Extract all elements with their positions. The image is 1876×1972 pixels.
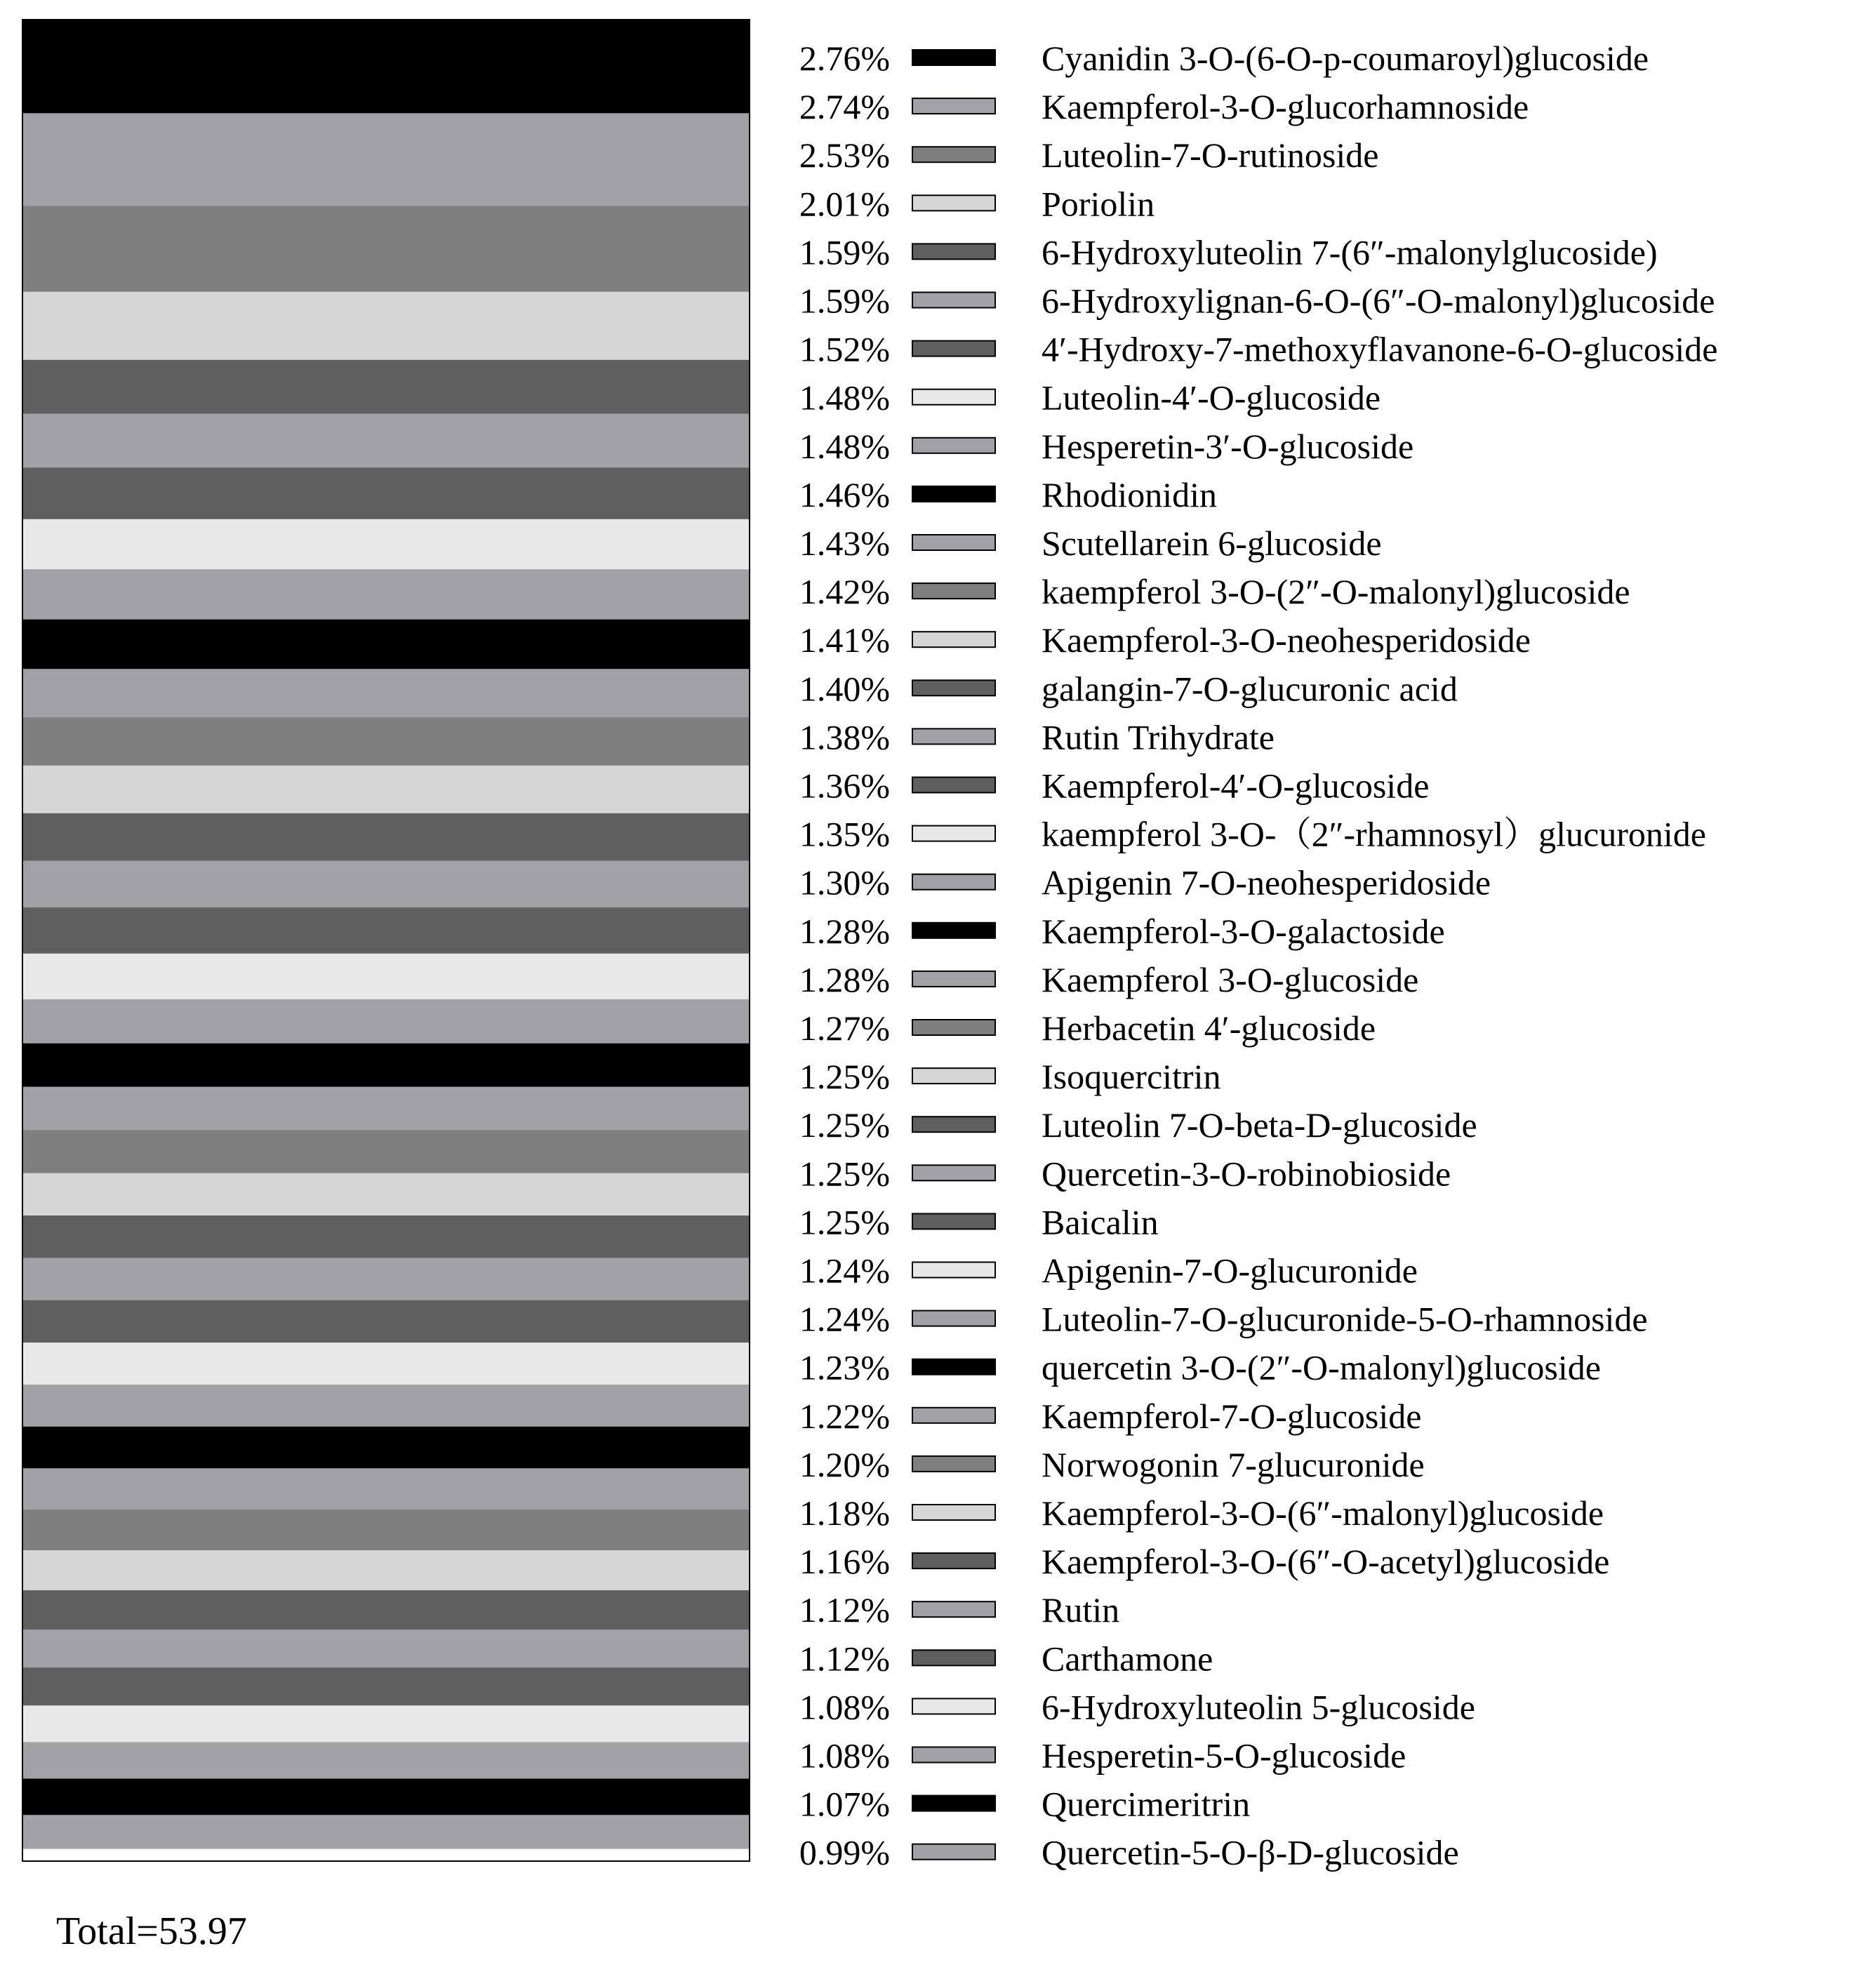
legend-swatch [912,923,995,938]
legend-percent: 1.25% [799,1202,890,1242]
legend-percent: 1.30% [799,862,890,902]
legend-swatch [912,632,995,647]
legend-swatch [912,1165,995,1180]
legend-percent: 1.12% [799,1590,890,1630]
bar-segment [22,1044,750,1087]
legend-swatch [912,50,995,65]
bar-segment [22,1468,750,1510]
legend-percent: 1.25% [799,1154,890,1194]
legend-swatch [912,1117,995,1132]
legend-label: Kaempferol-3-O-(6″-malonyl)glucoside [1042,1493,1604,1533]
legend-percent: 2.74% [799,87,890,127]
legend-percent: 1.20% [799,1444,890,1484]
legend-percent: 1.36% [799,766,890,806]
legend-label: Kaempferol-3-O-galactoside [1042,911,1445,951]
legend-swatch [912,438,995,453]
legend-percent: 1.59% [799,232,890,272]
legend-swatch [912,195,995,211]
legend-label: Apigenin 7-O-neohesperidoside [1042,862,1491,902]
legend-percent: 1.40% [799,669,890,709]
legend-percent: 1.52% [799,329,890,369]
legend-swatch [912,1311,995,1326]
legend-swatch [912,1213,995,1229]
bar-segment [22,1705,750,1743]
legend-label: Scutellarein 6-glucoside [1042,524,1382,563]
legend-swatch [912,1796,995,1811]
legend-percent: 1.35% [799,814,890,854]
bar-segment [22,467,750,519]
legend-percent: 1.28% [799,911,890,951]
bar-segment [22,1215,750,1258]
legend-swatch [912,147,995,162]
legend-swatch [912,1601,995,1617]
legend-percent: 1.43% [799,524,890,563]
bar-segment [22,1815,750,1848]
bar-segment [22,519,750,570]
legend-label: Carthamone [1042,1639,1213,1679]
legend-swatch [912,728,995,744]
legend-label: Poriolin [1042,184,1155,224]
legend-label: 6-Hydroxyluteolin 5-glucoside [1042,1687,1475,1727]
legend-label: Rhodionidin [1042,474,1218,514]
legend-swatch [912,874,995,890]
legend-label: Kaempferol-4′-O-glucoside [1042,766,1430,806]
legend-percent: 0.99% [799,1832,890,1872]
legend-label: Cyanidin 3-O-(6-O-p-coumaroyl)glucoside [1042,39,1649,78]
bar-segment [22,1779,750,1816]
legend-label: Kaempferol-3-O-neohesperidoside [1042,620,1531,660]
legend-label: Luteolin 7-O-beta-D-glucoside [1042,1105,1477,1145]
legend-label: 6-Hydroxylignan-6-O-(6″-O-malonyl)glucoside [1042,281,1715,321]
legend-swatch [912,535,995,550]
legend-label: Rutin [1042,1590,1120,1630]
stacked-bar [22,20,750,1849]
bar-segment [22,1087,750,1131]
legend-swatch [912,1553,995,1568]
legend-label: Luteolin-7-O-glucuronide-5-O-rhamnoside [1042,1299,1648,1339]
legend-swatch [912,1650,995,1665]
legend-label: Isoquercitrin [1042,1057,1221,1097]
legend-percent: 1.42% [799,572,890,612]
legend-label: galangin-7-O-glucuronic acid [1042,669,1458,709]
legend-swatch [912,826,995,841]
legend-percent: 1.41% [799,620,890,660]
legend-label: kaempferol 3-O-(2″-O-malonyl)glucoside [1042,572,1630,612]
legend-label: Quercetin-3-O-robinobioside [1042,1154,1451,1194]
legend-swatch [912,341,995,357]
legend-label: Herbacetin 4′-glucoside [1042,1008,1376,1048]
legend-percent: 2.76% [799,39,890,78]
legend-percent: 1.25% [799,1057,890,1097]
bar-segment [22,766,750,814]
legend-label: Kaempferol 3-O-glucoside [1042,959,1419,999]
bar-segment [22,954,750,1000]
legend-percent: 1.24% [799,1251,890,1291]
bar-segment [22,999,750,1044]
total-label: Total=53.97 [56,1910,247,1953]
bar-segment [22,1550,750,1591]
legend-swatch [912,1698,995,1714]
bar-segment [22,1742,750,1779]
legend-label: kaempferol 3-O-（2″-rhamnosyl）glucuronide [1042,814,1706,854]
legend-percent: 2.53% [799,135,890,175]
legend-percent: 1.48% [799,378,890,418]
legend-label: Rutin Trihydrate [1042,717,1275,757]
legend-label: Kaempferol-7-O-glucoside [1042,1396,1422,1436]
legend-swatch [912,971,995,987]
legend-swatch [912,583,995,599]
legend-label: Quercetin-5-O-β-D-glucoside [1042,1832,1459,1872]
legend-percent: 1.16% [799,1542,890,1582]
bar-segment [22,1343,750,1385]
bar-segment [22,1510,750,1551]
legend-percent: 1.27% [799,1008,890,1048]
legend-percent: 1.48% [799,426,890,466]
legend-label: Luteolin-4′-O-glucoside [1042,378,1381,418]
legend-percent: 1.18% [799,1493,890,1533]
legend-label: 6-Hydroxyluteolin 7-(6″-malonylglucoside) [1042,232,1658,272]
legend-label: Kaempferol-3-O-(6″-O-acetyl)glucoside [1042,1542,1610,1582]
legend-label: quercetin 3-O-(2″-O-malonyl)glucoside [1042,1347,1601,1387]
legend-percent: 1.25% [799,1105,890,1145]
legend-swatch [912,98,995,114]
legend-swatch [912,486,995,502]
bar-segment [22,669,750,718]
bar-segment [22,206,750,293]
legend-percent: 1.59% [799,281,890,321]
bar-segment [22,414,750,468]
legend-swatch [912,1747,995,1763]
legend-label: 4′-Hydroxy-7-methoxyflavanone-6-O-glucoside [1042,329,1718,369]
legend-swatch [912,244,995,259]
bar-segment [22,20,750,114]
bar-segment [22,292,750,361]
legend-percent: 1.08% [799,1687,890,1727]
legend-label: Hesperetin-5-O-glucoside [1042,1736,1406,1776]
bar-segment [22,569,750,620]
legend-swatch [912,1263,995,1278]
legend-swatch [912,389,995,405]
legend [799,39,1718,1872]
legend-percent: 1.08% [799,1736,890,1776]
legend-swatch [912,1844,995,1860]
bar-segment [22,1300,750,1343]
bar-segment [22,717,750,766]
bar-segment [22,1173,750,1216]
legend-label: Quercimeritrin [1042,1784,1251,1824]
bar-segment [22,1427,750,1469]
legend-percent: 1.22% [799,1396,890,1436]
legend-label: Luteolin-7-O-rutinoside [1042,135,1379,175]
legend-label: Hesperetin-3′-O-glucoside [1042,426,1414,466]
bar-segment [22,1130,750,1173]
bar-segment [22,1590,750,1630]
legend-label: Kaempferol-3-O-glucorhamnoside [1042,87,1529,127]
legend-swatch [912,1359,995,1375]
bar-segment [22,907,750,954]
legend-percent: 1.12% [799,1639,890,1679]
legend-percent: 1.38% [799,717,890,757]
legend-percent: 1.07% [799,1784,890,1824]
bar-segment [22,1385,750,1427]
bar-segment [22,1667,750,1706]
bar-segment [22,360,750,414]
legend-swatch [912,1456,995,1472]
legend-swatch [912,293,995,308]
bar-segment [22,1258,750,1300]
bar-segment [22,860,750,907]
legend-percent: 2.01% [799,184,890,224]
bar-segment [22,813,750,861]
legend-swatch [912,778,995,793]
bar-segment [22,1630,750,1668]
legend-label: Norwogonin 7-glucuronide [1042,1444,1425,1484]
legend-swatch [912,1408,995,1423]
legend-percent: 1.23% [799,1347,890,1387]
legend-label: Apigenin-7-O-glucuronide [1042,1251,1418,1291]
legend-swatch [912,1068,995,1084]
bar-segment [22,113,750,206]
legend-swatch [912,1020,995,1035]
legend-swatch [912,1505,995,1520]
legend-percent: 1.24% [799,1299,890,1339]
legend-percent: 1.28% [799,959,890,999]
legend-percent: 1.46% [799,474,890,514]
legend-swatch [912,680,995,695]
legend-label: Baicalin [1042,1202,1159,1242]
bar-segment [22,620,750,669]
